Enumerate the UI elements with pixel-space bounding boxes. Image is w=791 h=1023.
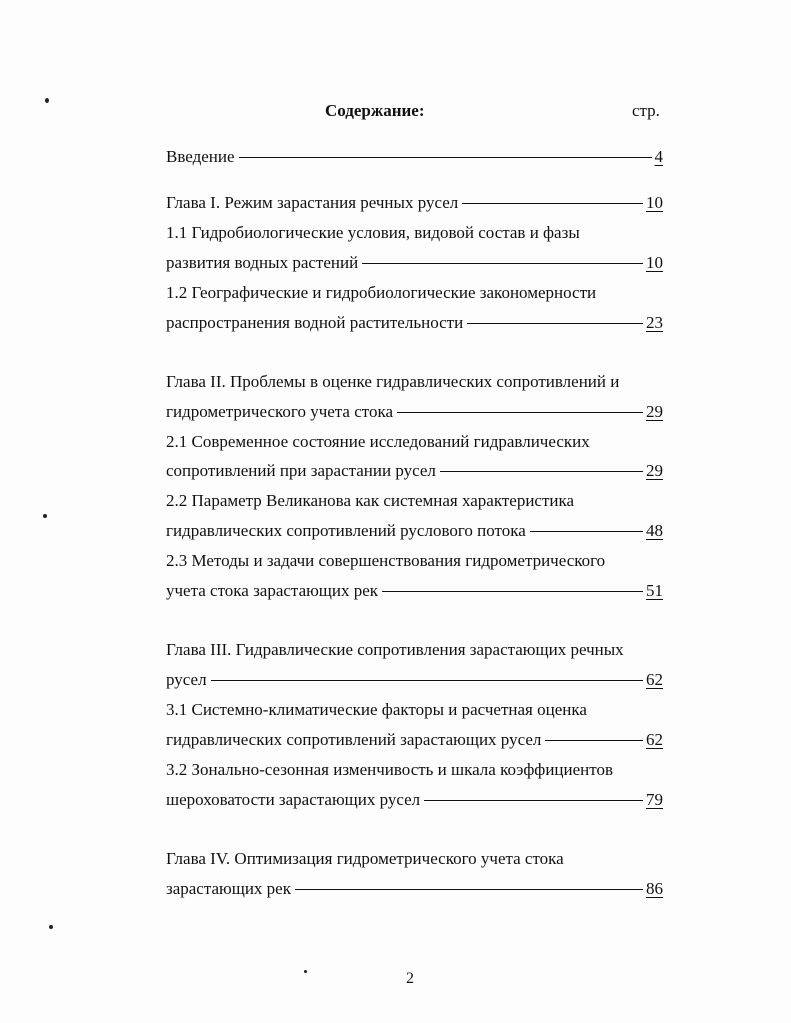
leader-line <box>545 739 643 741</box>
toc-entry-label: гидравлических сопротивлений зарастающих русел <box>166 730 542 749</box>
toc-entry-chapter-1 <box>166 190 663 216</box>
toc-entry-chapter-2-line1: Глава II. Проблемы в оценке гидравлических сопротивлений и <box>166 372 620 391</box>
toc-page-number: 4 <box>654 147 663 166</box>
scan-speck <box>43 514 47 518</box>
toc-page-number: 48 <box>646 521 663 540</box>
page-title: Содержание: <box>325 101 425 120</box>
toc-entry-chapter-3-line1: Глава III. Гидравлические сопротивления зарастающих речных <box>166 640 624 659</box>
page-number: 2 <box>406 970 414 987</box>
scan-speck <box>49 925 53 929</box>
leader-line <box>424 799 643 801</box>
scan-speck <box>304 970 307 973</box>
toc-entry-2-2-line1: 2.2 Параметр Великанова как системная характеристика <box>166 491 575 510</box>
toc-entry-chapter-2 <box>166 399 663 425</box>
leader-line <box>467 322 643 324</box>
toc-entry-label: шероховатости зарастающих русел <box>166 790 421 809</box>
leader-line <box>530 530 643 532</box>
toc-page-number: 10 <box>646 193 663 212</box>
toc-page-number: 29 <box>646 461 663 480</box>
toc-entry-label: распространения водной растительности <box>166 313 464 332</box>
toc-entry-1-2-line1: 1.2 Географические и гидробиологические закономерности <box>166 283 597 302</box>
toc-page-number: 23 <box>646 313 663 332</box>
toc-entry-2-1 <box>166 458 663 484</box>
toc-entry-2-2 <box>166 518 663 544</box>
toc-entry-label: гидрометрического учета стока <box>166 402 394 421</box>
toc-page-number: 79 <box>646 790 663 809</box>
toc-page-number: 62 <box>646 730 663 749</box>
toc-entry-2-3 <box>166 578 663 604</box>
leader-line <box>397 411 643 413</box>
toc-entry-2-1-line1: 2.1 Современное состояние исследований гидравлических <box>166 432 590 451</box>
leader-line <box>440 470 643 472</box>
toc-entry-intro <box>166 144 663 170</box>
toc-entry-chapter-4-line1: Глава IV. Оптимизация гидрометрического учета стока <box>166 849 564 868</box>
leader-line <box>211 679 643 681</box>
scan-speck <box>45 98 49 103</box>
toc-entry-1-2 <box>166 310 663 336</box>
toc-entry-label: Введение <box>166 147 235 166</box>
pages-column-label: стр. <box>632 101 660 120</box>
toc-entry-chapter-4 <box>166 876 663 902</box>
toc-page-number: 62 <box>646 670 663 689</box>
toc-entry-3-1 <box>166 727 663 753</box>
toc-entry-label: развития водных растений <box>166 253 359 272</box>
toc-entry-label: Глава I. Режим зарастания речных русел <box>166 193 459 212</box>
toc-entry-label: учета стока зарастающих рек <box>166 581 379 600</box>
toc-entry-label: зарастающих рек <box>166 879 291 898</box>
toc-page-number: 51 <box>646 581 663 600</box>
toc-page-number: 10 <box>646 253 663 272</box>
toc-entry-3-1-line1: 3.1 Системно-климатические факторы и расчетная оценка <box>166 700 587 719</box>
toc-entry-1-1-line1: 1.1 Гидробиологические условия, видовой состав и фазы <box>166 223 580 242</box>
leader-line <box>295 888 643 890</box>
toc-entry-chapter-3 <box>166 667 663 693</box>
leader-line <box>239 156 652 158</box>
toc-entry-1-1 <box>166 250 663 276</box>
toc-entry-3-2 <box>166 787 663 813</box>
toc-entry-label: русел <box>166 670 207 689</box>
toc-entry-label: гидравлических сопротивлений руслового потока <box>166 521 526 540</box>
toc-entry-3-2-line1: 3.2 Зонально-сезонная изменчивость и шкала коэффициентов <box>166 760 613 779</box>
toc-entry-2-3-line1: 2.3 Методы и задачи совершенствования гидрометрического <box>166 551 606 570</box>
leader-line <box>462 202 643 204</box>
toc-page-number: 86 <box>646 879 663 898</box>
toc-page-number: 29 <box>646 402 663 421</box>
toc-entry-label: сопротивлений при зарастании русел <box>166 461 436 480</box>
leader-line <box>362 262 643 264</box>
leader-line <box>382 590 643 592</box>
